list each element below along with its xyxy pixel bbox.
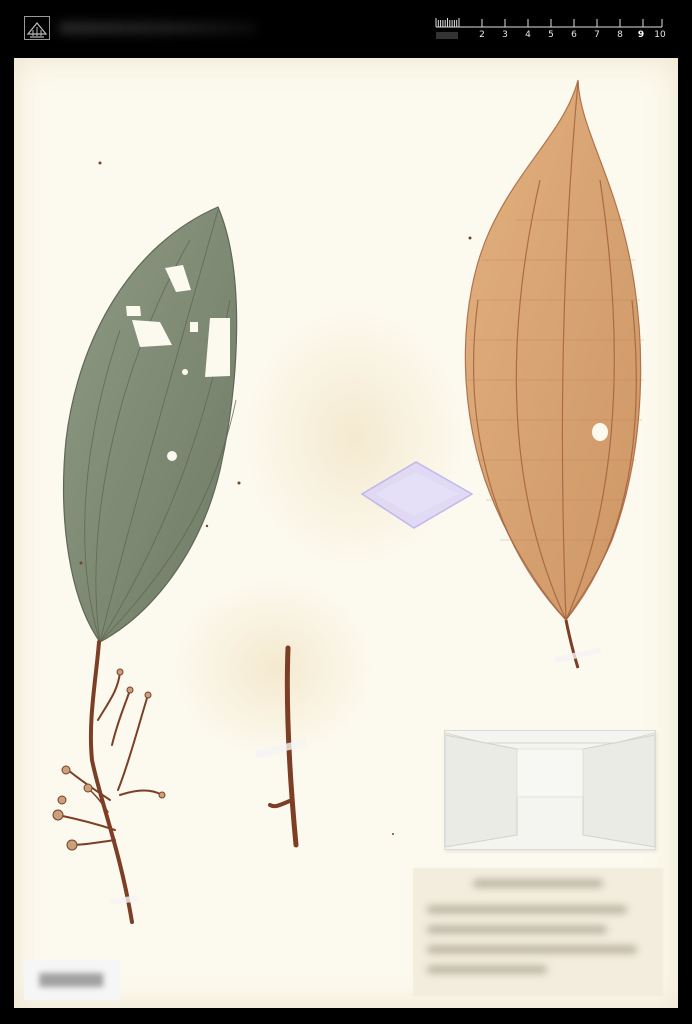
leaf-upper-surface bbox=[64, 207, 237, 642]
mounting-strip bbox=[110, 896, 138, 905]
mounting-strip bbox=[555, 647, 601, 662]
ruler-label: 6 bbox=[571, 30, 577, 40]
redacted-collection-label bbox=[413, 868, 663, 996]
leaf-lower-surface bbox=[465, 80, 644, 668]
ruler-label: 10 bbox=[654, 30, 666, 40]
petiole bbox=[566, 620, 578, 668]
redacted-barcode bbox=[24, 960, 120, 1000]
flowering-branch bbox=[58, 642, 162, 922]
ruler-label: 3 bbox=[502, 30, 508, 40]
mounting-strip bbox=[255, 739, 307, 758]
ruler-label-emphasized: 9 bbox=[637, 30, 645, 40]
ruler-label: 7 bbox=[594, 30, 600, 40]
diamond-stamp-icon bbox=[362, 462, 472, 528]
ruler-label: 8 bbox=[617, 30, 623, 40]
specimen-packet bbox=[444, 730, 656, 850]
ruler-label: 2 bbox=[479, 30, 485, 40]
ruler-label: 5 bbox=[548, 30, 554, 40]
ruler-label: 4 bbox=[525, 30, 531, 40]
leaf-hole bbox=[592, 423, 608, 441]
